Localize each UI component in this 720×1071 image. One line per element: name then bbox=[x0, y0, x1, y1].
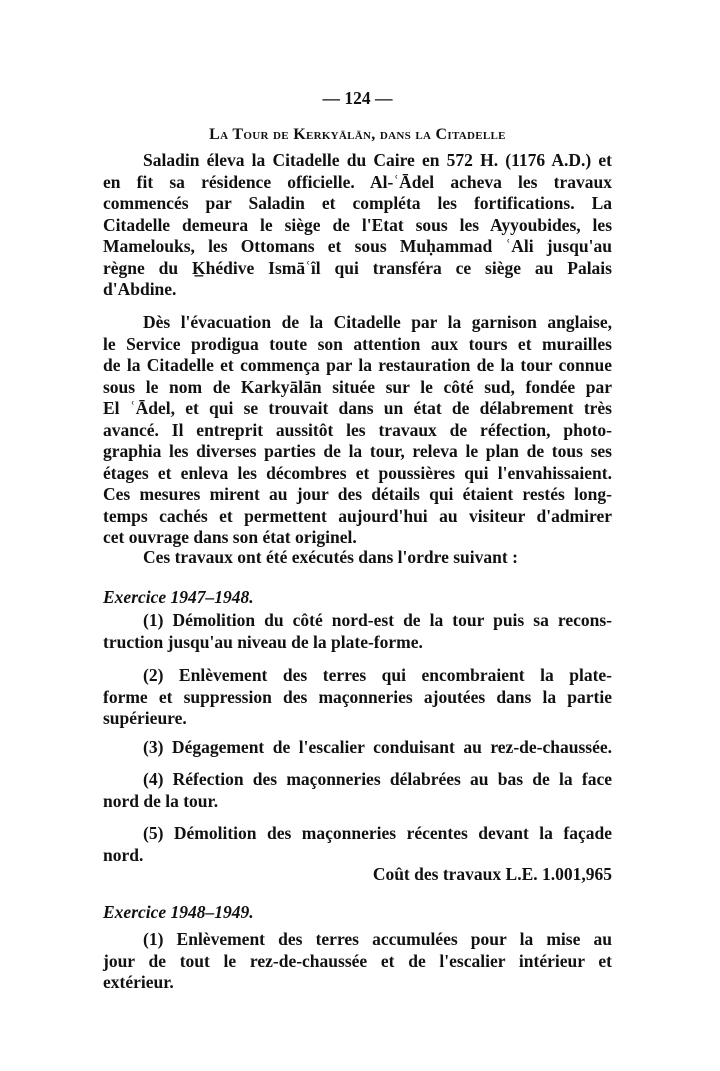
text-line: extérieur. bbox=[103, 972, 174, 992]
text-line: (3) Dégagement de l'escalier conduisant au rez-de-chaussée. bbox=[143, 737, 612, 757]
exercice-2-item-1 bbox=[103, 929, 612, 994]
paragraph-3 bbox=[103, 547, 612, 569]
text-line: d'Abdine. bbox=[103, 279, 177, 299]
paragraph-1 bbox=[103, 150, 612, 301]
text-line: jour de tout le rez-de-chaussée et de l'escalier intérieur et bbox=[103, 950, 612, 971]
text-line: nord de la tour. bbox=[103, 790, 219, 811]
exercice-1-cost: Coût des travaux L.E. 1.001,965 bbox=[372, 864, 612, 884]
text-line: cet ouvrage dans son état originel. bbox=[103, 527, 357, 547]
text-line: Ces mesures mirent au jour des détails qui étaient restés long- bbox=[103, 484, 612, 504]
text-line: nord. bbox=[103, 844, 144, 865]
text-line: graphia les diverses parties de la tour, releva le plan de tous ses bbox=[103, 441, 612, 461]
text-line: étages et enleva les décombres et poussières qui l'envahissaient. bbox=[103, 462, 612, 483]
text-line: forme et suppression des maçonneries ajoutées dans la partie bbox=[103, 686, 612, 707]
text-line: (5) Démolition des maçonneries récentes devant la façade bbox=[143, 823, 612, 843]
exercice-1-item-2 bbox=[103, 665, 612, 730]
text-line: Ces travaux ont été exécutés dans l'ordre suivant : bbox=[143, 547, 518, 567]
text-line: truction jusqu'au niveau de la plate-forme. bbox=[103, 631, 423, 652]
exercice-1-item-3 bbox=[103, 737, 612, 759]
text-line: Saladin éleva la Citadelle du Caire en 572 H. (1176 A.D.) et bbox=[143, 150, 612, 170]
text-line: Citadelle demeura le siège de l'Etat sous les Ayyoubides, les bbox=[103, 214, 612, 235]
exercice-1-item-5 bbox=[103, 823, 612, 866]
text-line: (1) Enlèvement des terres accumulées pour la mise au bbox=[143, 929, 612, 949]
text-line: (2) Enlèvement des terres qui encombraient la plate- bbox=[143, 665, 612, 685]
section-heading: La Tour de Kerkyālān, dans la Citadelle bbox=[209, 126, 506, 143]
text-line: Mamelouks, les Ottomans et sous Muḥammad ʿAli jusqu'au bbox=[103, 236, 612, 256]
exercice-1-title: Exercice 1947–1948. bbox=[103, 587, 254, 607]
text-line: (1) Démolition du côté nord-est de la tour puis sa recons- bbox=[143, 610, 612, 630]
text-line: le Service prodigua toute son attention aux tours et murailles bbox=[103, 333, 612, 354]
exercice-1-item-4 bbox=[103, 769, 612, 812]
text-line: sous le nom de Karkyālān située sur le côté sud, fondée par bbox=[103, 376, 612, 397]
paragraph-2 bbox=[103, 312, 612, 549]
text-line: (4) Réfection des maçonneries délabrées au bas de la face bbox=[143, 769, 612, 789]
exercice-1-item-1 bbox=[103, 610, 612, 653]
text-line: de la Citadelle et commença par la restauration de la tour connue bbox=[103, 355, 612, 375]
page-number: — 124 — bbox=[322, 88, 393, 108]
text-line: avancé. Il entreprit aussitôt les travaux de réfection, photo- bbox=[103, 419, 612, 440]
text-line: en fit sa résidence officielle. Al-ʿĀdel acheva les travaux bbox=[103, 171, 612, 192]
text-line: El ʿĀdel, et qui se trouvait dans un état de délabrement très bbox=[103, 398, 612, 418]
text-line: supérieure. bbox=[103, 708, 187, 728]
text-line: règne du K̲hédive Ismāʿîl qui transféra ce siège au Palais bbox=[103, 257, 612, 278]
text-line: temps cachés et permettent aujourd'hui au visiteur d'admirer bbox=[103, 505, 612, 526]
exercice-2-title: Exercice 1948–1949. bbox=[103, 902, 254, 922]
text-line: commencés par Saladin et compléta les fortifications. La bbox=[103, 193, 612, 213]
text-line: Dès l'évacuation de la Citadelle par la garnison anglaise, bbox=[143, 312, 612, 332]
